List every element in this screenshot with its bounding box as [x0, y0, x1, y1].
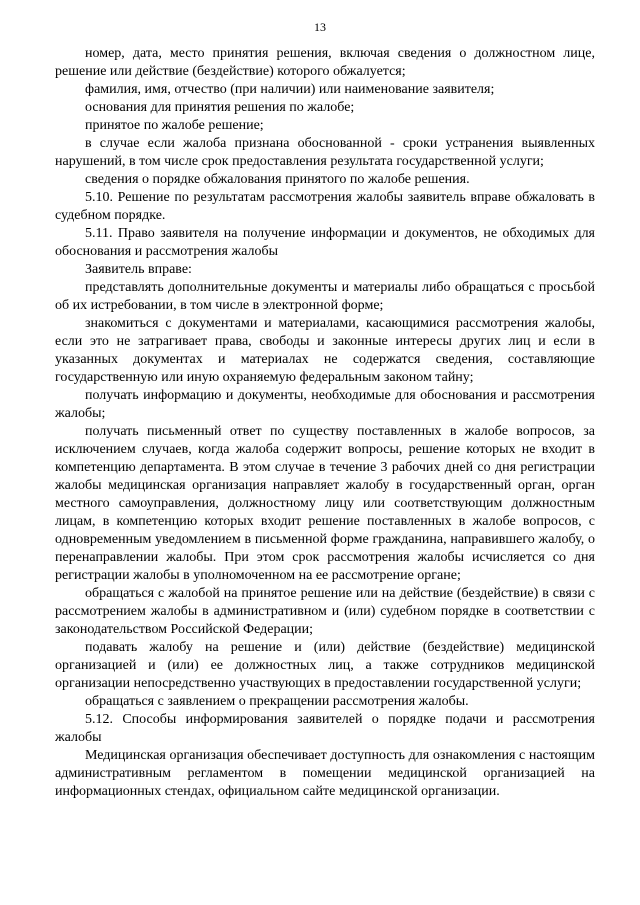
paragraph: подавать жалобу на решение и (или) действие (бездействие) медицинской организацией и (или) ее должностных лиц, а также сотрудников медицинской организации непосредственно участвующих в предоставлении государственной услуги; — [55, 640, 595, 691]
paragraph: в случае если жалоба признана обоснованной - сроки устранения выявленных нарушений, в том числе срок предоставления результата государственной услуги; — [55, 136, 595, 169]
paragraph: принятое по жалобе решение; — [85, 118, 264, 133]
paragraph: Медицинская организация обеспечивает доступность для ознакомления с настоящим административным регламентом в помещении медицинской организацией на информационных стендах, официальном сайте медицинской организации. — [55, 748, 595, 799]
paragraph: получать письменный ответ по существу поставленных в жалобе вопросов, за исключением случаев, когда жалоба содержит вопросы, решение которых не входит в компетенцию департамента. В этом случае в течение 3 рабочих дней со дня регистрации жалобы медицинская организация направляет жалобу в государственный орган, орган местного самоуправления, должностному лицу или соответствующим должностным лицам, в компетенцию которых входит решение поставленных в жалобе вопросов, с одновременным уведомлением в письменной форме гражданина, направившего жалобу, о перенаправлении жалобы. При этом срок рассмотрения жалобы исчисляется со дня регистрации жалобы в уполномоченном на ее рассмотрение органе; — [55, 424, 595, 583]
document-body — [55, 45, 595, 801]
paragraph: получать информацию и документы, необходимые для обоснования и рассмотрения жалобы; — [55, 388, 595, 421]
page-number: 13 — [314, 20, 326, 34]
paragraph: обращаться с заявлением о прекращении рассмотрения жалобы. — [85, 694, 469, 709]
paragraph: основания для принятия решения по жалобе; — [85, 100, 355, 115]
paragraph: фамилия, имя, отчество (при наличии) или наименование заявителя; — [85, 82, 495, 97]
paragraph: номер, дата, место принятия решения, включая сведения о должностном лице, решение или действие (бездействие) которого обжалуется; — [55, 46, 595, 79]
paragraph: обращаться с жалобой на принятое решение или на действие (бездействие) в связи с рассмотрением жалобы в административном и (или) судебном порядке в соответствии с законодательством Российской Федерации; — [55, 586, 595, 637]
paragraph: представлять дополнительные документы и материалы либо обращаться с просьбой об их истребовании, в том числе в электронной форме; — [55, 280, 595, 313]
section-5-10: 5.10. Решение по результатам рассмотрения жалобы заявитель вправе обжаловать в судебном порядке. — [55, 190, 595, 223]
section-5-12-heading: 5.12. Способы информирования заявителей о порядке подачи и рассмотрения жалобы — [55, 712, 595, 745]
paragraph: знакомиться с документами и материалами, касающимися рассмотрения жалобы, если это не затрагивает права, свободы и законные интересы других лиц и если в указанных документах и материалах не содержатся сведения, составляющие государственную или иную охраняемую федеральным законом тайну; — [55, 316, 595, 385]
section-5-11-heading: 5.11. Право заявителя на получение информации и документов, не обходимых для обоснования и рассмотрения жалобы — [55, 226, 595, 259]
paragraph: сведения о порядке обжалования принятого по жалобе решения. — [85, 172, 470, 187]
paragraph: Заявитель вправе: — [85, 262, 192, 277]
